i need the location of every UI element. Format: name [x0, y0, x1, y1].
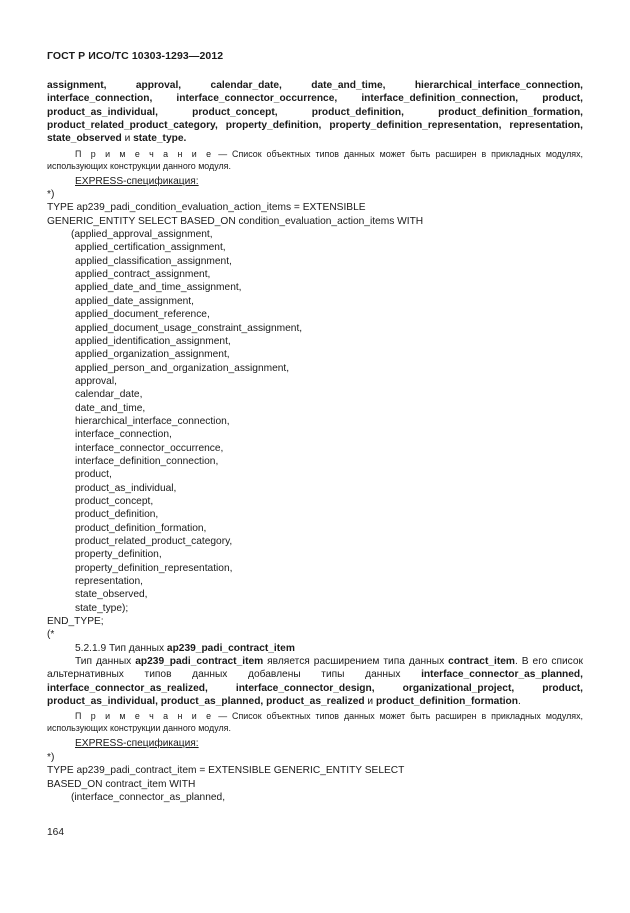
note-1-label: П р и м е ч а н и е [75, 148, 214, 159]
express-1-item: state_observed, [75, 589, 148, 601]
express-1-items [47, 228, 583, 615]
express-1-item: applied_certification_assignment, [75, 242, 226, 254]
express-1-item: hierarchical_interface_connection, [75, 415, 230, 427]
page-header: ГОСТ Р ИСО/ТС 10303-1293—2012 [47, 50, 224, 62]
express-1-item: interface_definition_connection, [75, 455, 219, 467]
intro-and: и [121, 133, 134, 145]
express-1-item: applied_organization_assignment, [75, 349, 230, 361]
express-label-2: EXPRESS-спецификация: [75, 738, 199, 750]
express-1-close: (* [47, 629, 55, 641]
express-1-item: applied_person_and_organization_assignment, [75, 362, 290, 374]
express-1-item: applied_date_and_time_assignment, [75, 282, 242, 294]
express-2-item-1: (interface_connector_as_planned, [71, 791, 226, 803]
section-para-base: contract_item [448, 656, 515, 668]
express-1-item: calendar_date, [75, 389, 143, 401]
section-period: . [518, 696, 521, 708]
express-1-item: applied_document_usage_constraint_assignment, [75, 322, 303, 334]
section-paragraph [47, 655, 583, 708]
intro-paragraph [47, 79, 583, 146]
intro-last-item: state_type [133, 133, 184, 145]
section-heading [47, 642, 583, 655]
express-1-item: product_as_individual, [75, 482, 177, 494]
express-1-line-2: GENERIC_ENTITY SELECT BASED_ON condition_evaluation_action_items WITH [47, 215, 424, 227]
express-1-item: interface_connector_occurrence, [75, 442, 224, 454]
express-1-item: property_definition, [75, 549, 162, 561]
page-number: 164 [47, 827, 64, 838]
express-1-line-1: TYPE ap239_padi_condition_evaluation_action_items = EXTENSIBLE [47, 202, 366, 214]
express-1-open: *) [47, 189, 55, 201]
note-2 [47, 710, 583, 734]
section-types-list: interface_connector_as_planned, interface_connector_as_realized, interface_connector_design, organizational_project, product, product_as_individual, product_as_planned, product_as_realized [47, 669, 583, 708]
express-2-line-2: BASED_ON contract_item WITH [47, 778, 196, 790]
express-2-line-1: TYPE ap239_padi_contract_item = EXTENSIBLE GENERIC_ENTITY SELECT [47, 765, 405, 777]
express-1-item: product_concept, [75, 495, 154, 507]
express-1-item: (applied_approval_assignment, [71, 229, 213, 241]
note-2-label: П р и м е ч а н и е [75, 711, 214, 722]
express-1-item: applied_date_assignment, [75, 295, 194, 307]
section-and: и [364, 696, 376, 708]
express-1-item: state_type); [75, 602, 129, 614]
express-1-item: applied_identification_assignment, [75, 335, 231, 347]
note-2-text: — Список объектных типов данных может быть расширен в прикладных модулях, использующих конструкции данного модуля. [47, 711, 583, 734]
express-1-item: applied_contract_assignment, [75, 269, 211, 281]
express-1-item: product, [75, 469, 112, 481]
section-para-rest: . В его список альтернативных типов данных добавлены типы данных [47, 656, 583, 681]
page-content [47, 79, 583, 804]
express-1-item: approval, [75, 375, 117, 387]
express-1-end: END_TYPE; [47, 616, 104, 628]
express-1-item: applied_document_reference, [75, 309, 210, 321]
express-1-item: interface_connection, [75, 429, 172, 441]
note-1 [47, 148, 583, 172]
express-label-1: EXPRESS-спецификация: [75, 175, 199, 187]
express-1-item: applied_classification_assignment, [75, 255, 232, 267]
section-para-prefix: Тип данных [75, 656, 136, 668]
section-para-name: ap239_padi_contract_item [135, 656, 264, 668]
express-1-item: representation, [75, 576, 143, 588]
express-1-item: property_definition_representation, [75, 562, 233, 574]
express-1-item: product_definition, [75, 509, 159, 521]
section-number: 5.2.1.9 Тип данных [75, 642, 167, 654]
express-2-open: *) [47, 751, 55, 763]
note-1-text: — Список объектных типов данных может быть расширен в прикладных модулях, использующих конструкции данного модуля. [47, 148, 583, 171]
express-1-item: date_and_time, [75, 402, 146, 414]
intro-list: assignment, approval, calendar_date, date_and_time, hierarchical_interface_connection, interface_connection, interface_connector_occurrence, interface_definition_connection, product, product_as_individual, product_concept, product_definition, product_definition_formation, product_related_product_category, property_definition, property_definition_representation, representation, state_observed [47, 80, 583, 145]
section-name: ap239_padi_contract_item [166, 642, 295, 654]
express-1-item: product_definition_formation, [75, 522, 207, 534]
intro-period: . [183, 133, 187, 145]
express-1-item: product_related_product_category, [75, 536, 233, 547]
section-para-mid: является расширением типа данных [263, 656, 449, 668]
section-last-type: product_definition_formation [375, 696, 519, 708]
